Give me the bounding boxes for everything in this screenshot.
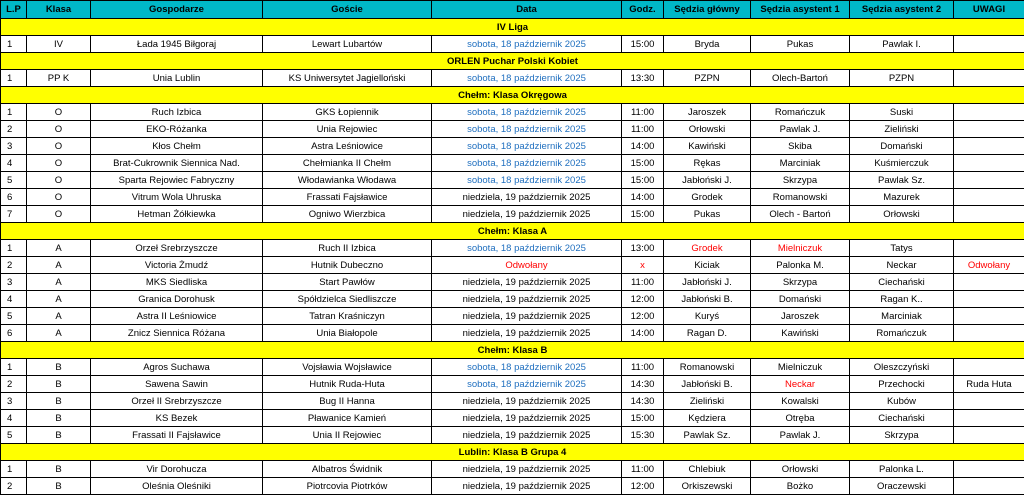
- cell-home-team: Sawena Sawin: [91, 376, 263, 393]
- cell-date: sobota, 18 październik 2025: [432, 359, 622, 376]
- cell-away-team: Frassati Fajsławice: [263, 189, 432, 206]
- cell-away-team: Hutnik Dubeczno: [263, 257, 432, 274]
- cell-time: 15:00: [622, 410, 664, 427]
- cell-lp: 2: [1, 121, 27, 138]
- table-row: [1, 308, 1024, 325]
- cell-time: 13:00: [622, 240, 664, 257]
- cell-date: niedziela, 19 październik 2025: [432, 478, 622, 495]
- cell-notes: [954, 121, 1024, 138]
- cell-notes: [954, 410, 1024, 427]
- cell-home-team: Granica Dorohusk: [91, 291, 263, 308]
- section-header-row: [1, 342, 1024, 359]
- cell-away-team: Lewart Lubartów: [263, 36, 432, 53]
- cell-main-referee: Orkiszewski: [664, 478, 751, 495]
- cell-lp: 4: [1, 155, 27, 172]
- cell-date: sobota, 18 październik 2025: [432, 104, 622, 121]
- cell-lp: 5: [1, 427, 27, 444]
- cell-notes: [954, 104, 1024, 121]
- cell-assistant-1: Kowalski: [751, 393, 850, 410]
- cell-klasa: O: [27, 172, 91, 189]
- cell-main-referee: Romanowski: [664, 359, 751, 376]
- cell-lp: 4: [1, 410, 27, 427]
- cell-assistant-2: Mazurek: [850, 189, 954, 206]
- cell-notes: [954, 206, 1024, 223]
- cell-klasa: PP K: [27, 70, 91, 87]
- cell-time: 12:00: [622, 478, 664, 495]
- cell-home-team: Orzeł II Srebrzyszcze: [91, 393, 263, 410]
- table-row: [1, 427, 1024, 444]
- cell-time: 15:00: [622, 36, 664, 53]
- cell-away-team: Spółdzielca Siedliszcze: [263, 291, 432, 308]
- table-row: [1, 189, 1024, 206]
- cell-date: sobota, 18 październik 2025: [432, 36, 622, 53]
- cell-assistant-1: Mielniczuk: [751, 240, 850, 257]
- cell-assistant-1: Skrzypa: [751, 274, 850, 291]
- cell-assistant-2: Palonka L.: [850, 461, 954, 478]
- cell-lp: 1: [1, 359, 27, 376]
- cell-home-team: KS Bezek: [91, 410, 263, 427]
- cell-notes: [954, 359, 1024, 376]
- cell-time: 14:30: [622, 376, 664, 393]
- cell-time: 14:30: [622, 393, 664, 410]
- cell-lp: 2: [1, 478, 27, 495]
- cell-date: sobota, 18 październik 2025: [432, 138, 622, 155]
- cell-main-referee: Jaroszek: [664, 104, 751, 121]
- cell-date: sobota, 18 październik 2025: [432, 121, 622, 138]
- cell-main-referee: Ragan D.: [664, 325, 751, 342]
- cell-main-referee: Jabłoński B.: [664, 376, 751, 393]
- table-row: [1, 376, 1024, 393]
- section-header-row: [1, 444, 1024, 461]
- cell-home-team: Astra II Leśniowice: [91, 308, 263, 325]
- cell-notes: [954, 427, 1024, 444]
- cell-away-team: GKS Łopiennik: [263, 104, 432, 121]
- cell-home-team: Vitrum Wola Uhruska: [91, 189, 263, 206]
- cell-time: 14:00: [622, 138, 664, 155]
- cell-klasa: A: [27, 274, 91, 291]
- cell-lp: 3: [1, 138, 27, 155]
- cell-time: 11:00: [622, 121, 664, 138]
- cell-home-team: Vir Dorohucza: [91, 461, 263, 478]
- cell-home-team: Kłos Chełm: [91, 138, 263, 155]
- section-header-row: [1, 87, 1024, 104]
- section-title: Lublin: Klasa B Grupa 4: [1, 444, 1024, 461]
- cell-date: sobota, 18 październik 2025: [432, 376, 622, 393]
- cell-lp: 2: [1, 257, 27, 274]
- cell-home-team: Orzeł Srebrzyszcze: [91, 240, 263, 257]
- cell-assistant-1: Romańczuk: [751, 104, 850, 121]
- cell-klasa: B: [27, 427, 91, 444]
- cell-notes: [954, 478, 1024, 495]
- cell-assistant-2: Orłowski: [850, 206, 954, 223]
- cell-klasa: O: [27, 121, 91, 138]
- cell-assistant-1: Skiba: [751, 138, 850, 155]
- table-row: [1, 240, 1024, 257]
- table-row: [1, 393, 1024, 410]
- cell-away-team: Unia Rejowiec: [263, 121, 432, 138]
- cell-assistant-2: Neckar: [850, 257, 954, 274]
- header-sedzia-asystent-2: Sędzia asystent 2: [850, 1, 954, 19]
- cell-assistant-2: Oleszczyński: [850, 359, 954, 376]
- cell-time: 13:30: [622, 70, 664, 87]
- cell-away-team: Bug II Hanna: [263, 393, 432, 410]
- cell-main-referee: Chlebiuk: [664, 461, 751, 478]
- table-row: [1, 257, 1024, 274]
- cell-date: sobota, 18 październik 2025: [432, 155, 622, 172]
- header-uwagi: UWAGI: [954, 1, 1024, 19]
- cell-home-team: Unia Lublin: [91, 70, 263, 87]
- cell-home-team: Oleśnia Oleśniki: [91, 478, 263, 495]
- cell-home-team: Hetman Żółkiewka: [91, 206, 263, 223]
- cell-time: 15:00: [622, 155, 664, 172]
- header-data: Data: [432, 1, 622, 19]
- cell-klasa: A: [27, 308, 91, 325]
- table-row: [1, 410, 1024, 427]
- cell-home-team: EKO-Różanka: [91, 121, 263, 138]
- cell-assistant-1: Romanowski: [751, 189, 850, 206]
- cell-klasa: IV: [27, 36, 91, 53]
- cell-away-team: Albatros Świdnik: [263, 461, 432, 478]
- cell-time: 11:00: [622, 461, 664, 478]
- cell-away-team: Unia II Rejowiec: [263, 427, 432, 444]
- cell-date: niedziela, 19 październik 2025: [432, 206, 622, 223]
- section-title: Chełm: Klasa B: [1, 342, 1024, 359]
- cell-time: 11:00: [622, 104, 664, 121]
- cell-notes: [954, 172, 1024, 189]
- table-row: [1, 138, 1024, 155]
- cell-away-team: Unia Białopole: [263, 325, 432, 342]
- cell-date: sobota, 18 październik 2025: [432, 70, 622, 87]
- header-godz: Godz.: [622, 1, 664, 19]
- cell-home-team: Sparta Rejowiec Fabryczny: [91, 172, 263, 189]
- table-row: [1, 274, 1024, 291]
- header-lp: L.P: [1, 1, 27, 19]
- cell-lp: 7: [1, 206, 27, 223]
- section-title: ORLEN Puchar Polski Kobiet: [1, 53, 1024, 70]
- cell-notes: [954, 291, 1024, 308]
- cell-time: 15:30: [622, 427, 664, 444]
- cell-home-team: Victoria Żmudź: [91, 257, 263, 274]
- cell-assistant-1: Skrzypa: [751, 172, 850, 189]
- section-title: Chełm: Klasa Okręgowa: [1, 87, 1024, 104]
- table-row: [1, 155, 1024, 172]
- cell-time: 11:00: [622, 274, 664, 291]
- cell-assistant-1: Bożko: [751, 478, 850, 495]
- cell-date: niedziela, 19 październik 2025: [432, 325, 622, 342]
- cell-assistant-2: Zieliński: [850, 121, 954, 138]
- cell-assistant-1: Mielniczuk: [751, 359, 850, 376]
- cell-main-referee: Orłowski: [664, 121, 751, 138]
- cell-assistant-2: Kubów: [850, 393, 954, 410]
- cell-main-referee: Pukas: [664, 206, 751, 223]
- cell-notes: [954, 138, 1024, 155]
- cell-assistant-1: Olech-Bartoń: [751, 70, 850, 87]
- cell-assistant-2: Pawlak Sz.: [850, 172, 954, 189]
- cell-time: 11:00: [622, 359, 664, 376]
- cell-klasa: A: [27, 291, 91, 308]
- cell-notes: [954, 70, 1024, 87]
- header-sedzia-asystent-1: Sędzia asystent 1: [751, 1, 850, 19]
- cell-klasa: B: [27, 376, 91, 393]
- cell-date: Odwołany: [432, 257, 622, 274]
- cell-away-team: Vojsławia Wojsławice: [263, 359, 432, 376]
- cell-assistant-1: Orłowski: [751, 461, 850, 478]
- cell-away-team: Pławanice Kamień: [263, 410, 432, 427]
- cell-main-referee: Kiciak: [664, 257, 751, 274]
- cell-date: niedziela, 19 październik 2025: [432, 274, 622, 291]
- cell-time: 14:00: [622, 325, 664, 342]
- cell-home-team: Agros Suchawa: [91, 359, 263, 376]
- cell-home-team: Brat-Cukrownik Siennica Nad.: [91, 155, 263, 172]
- cell-date: niedziela, 19 październik 2025: [432, 189, 622, 206]
- cell-lp: 6: [1, 325, 27, 342]
- cell-main-referee: Jabłoński J.: [664, 274, 751, 291]
- cell-klasa: A: [27, 325, 91, 342]
- cell-klasa: A: [27, 240, 91, 257]
- cell-away-team: Hutnik Ruda-Huta: [263, 376, 432, 393]
- cell-assistant-2: Skrzypa: [850, 427, 954, 444]
- header-row: [1, 1, 1024, 19]
- cell-notes: Ruda Huta: [954, 376, 1024, 393]
- cell-lp: 2: [1, 376, 27, 393]
- cell-assistant-2: Tatys: [850, 240, 954, 257]
- cell-assistant-2: Domański: [850, 138, 954, 155]
- cell-time: 12:00: [622, 308, 664, 325]
- table-row: [1, 359, 1024, 376]
- cell-main-referee: Bryda: [664, 36, 751, 53]
- cell-klasa: B: [27, 461, 91, 478]
- cell-date: niedziela, 19 październik 2025: [432, 393, 622, 410]
- cell-lp: 3: [1, 393, 27, 410]
- cell-main-referee: Rękas: [664, 155, 751, 172]
- cell-date: sobota, 18 październik 2025: [432, 240, 622, 257]
- cell-assistant-1: Marciniak: [751, 155, 850, 172]
- cell-main-referee: Zieliński: [664, 393, 751, 410]
- cell-klasa: B: [27, 359, 91, 376]
- cell-main-referee: Grodek: [664, 240, 751, 257]
- cell-assistant-1: Neckar: [751, 376, 850, 393]
- cell-main-referee: Kędziera: [664, 410, 751, 427]
- cell-main-referee: Kawiński: [664, 138, 751, 155]
- header-klasa: Klasa: [27, 1, 91, 19]
- cell-klasa: B: [27, 478, 91, 495]
- cell-home-team: Ruch Izbica: [91, 104, 263, 121]
- table-row: [1, 478, 1024, 495]
- cell-assistant-2: Ciechański: [850, 410, 954, 427]
- cell-lp: 1: [1, 104, 27, 121]
- cell-notes: [954, 155, 1024, 172]
- cell-away-team: Tatran Kraśniczyn: [263, 308, 432, 325]
- cell-home-team: Znicz Siennica Różana: [91, 325, 263, 342]
- cell-away-team: Chełmianka II Chełm: [263, 155, 432, 172]
- cell-assistant-1: Pawlak J.: [751, 121, 850, 138]
- cell-notes: [954, 325, 1024, 342]
- cell-date: niedziela, 19 październik 2025: [432, 427, 622, 444]
- table-row: [1, 70, 1024, 87]
- table-row: [1, 121, 1024, 138]
- cell-klasa: O: [27, 138, 91, 155]
- cell-lp: 3: [1, 274, 27, 291]
- cell-assistant-2: Ciechański: [850, 274, 954, 291]
- cell-time: 15:00: [622, 172, 664, 189]
- cell-away-team: Astra Leśniowice: [263, 138, 432, 155]
- cell-lp: 5: [1, 172, 27, 189]
- cell-notes: [954, 461, 1024, 478]
- cell-assistant-2: Kuśmierczuk: [850, 155, 954, 172]
- cell-notes: Odwołany: [954, 257, 1024, 274]
- cell-lp: 1: [1, 240, 27, 257]
- cell-date: sobota, 18 październik 2025: [432, 172, 622, 189]
- cell-away-team: Ogniwo Wierzbica: [263, 206, 432, 223]
- cell-lp: 1: [1, 36, 27, 53]
- cell-assistant-2: PZPN: [850, 70, 954, 87]
- cell-main-referee: Pawlak Sz.: [664, 427, 751, 444]
- cell-date: niedziela, 19 październik 2025: [432, 308, 622, 325]
- cell-lp: 1: [1, 461, 27, 478]
- cell-main-referee: PZPN: [664, 70, 751, 87]
- table-row: [1, 291, 1024, 308]
- cell-klasa: O: [27, 206, 91, 223]
- cell-assistant-1: Palonka M.: [751, 257, 850, 274]
- cell-notes: [954, 308, 1024, 325]
- header-goscie: Goście: [263, 1, 432, 19]
- cell-notes: [954, 36, 1024, 53]
- cell-assistant-2: Marciniak: [850, 308, 954, 325]
- cell-klasa: A: [27, 257, 91, 274]
- cell-notes: [954, 189, 1024, 206]
- cell-assistant-1: Domański: [751, 291, 850, 308]
- cell-time: 14:00: [622, 189, 664, 206]
- cell-time: 15:00: [622, 206, 664, 223]
- cell-assistant-1: Olech - Bartoń: [751, 206, 850, 223]
- cell-assistant-2: Suski: [850, 104, 954, 121]
- cell-away-team: Start Pawłów: [263, 274, 432, 291]
- cell-assistant-1: Pawlak J.: [751, 427, 850, 444]
- cell-date: niedziela, 19 październik 2025: [432, 461, 622, 478]
- cell-notes: [954, 393, 1024, 410]
- cell-assistant-1: Jaroszek: [751, 308, 850, 325]
- cell-time: 12:00: [622, 291, 664, 308]
- cell-away-team: Włodawianka Włodawa: [263, 172, 432, 189]
- cell-home-team: Łada 1945 Biłgoraj: [91, 36, 263, 53]
- header-sedzia-glowny: Sędzia główny: [664, 1, 751, 19]
- cell-date: niedziela, 19 październik 2025: [432, 410, 622, 427]
- section-header-row: [1, 223, 1024, 240]
- cell-home-team: Frassati II Fajsławice: [91, 427, 263, 444]
- cell-away-team: KS Uniwersytet Jagielloński: [263, 70, 432, 87]
- table-row: [1, 172, 1024, 189]
- cell-klasa: B: [27, 410, 91, 427]
- cell-home-team: MKS Siedliska: [91, 274, 263, 291]
- cell-main-referee: Grodek: [664, 189, 751, 206]
- cell-klasa: O: [27, 104, 91, 121]
- cell-assistant-1: Otręba: [751, 410, 850, 427]
- cell-klasa: O: [27, 155, 91, 172]
- cell-assistant-2: Romańczuk: [850, 325, 954, 342]
- section-title: IV Liga: [1, 19, 1024, 36]
- cell-lp: 6: [1, 189, 27, 206]
- section-header-row: [1, 53, 1024, 70]
- header-gospodarze: Gospodarze: [91, 1, 263, 19]
- cell-assistant-2: Przechocki: [850, 376, 954, 393]
- table-row: [1, 325, 1024, 342]
- cell-klasa: B: [27, 393, 91, 410]
- cell-main-referee: Kuryś: [664, 308, 751, 325]
- cell-assistant-1: Pukas: [751, 36, 850, 53]
- table-row: [1, 206, 1024, 223]
- cell-assistant-1: Kawiński: [751, 325, 850, 342]
- cell-lp: 5: [1, 308, 27, 325]
- cell-main-referee: Jabłoński J.: [664, 172, 751, 189]
- cell-main-referee: Jabłoński B.: [664, 291, 751, 308]
- cell-away-team: Ruch II Izbica: [263, 240, 432, 257]
- cell-assistant-2: Oraczewski: [850, 478, 954, 495]
- cell-notes: [954, 240, 1024, 257]
- cell-date: niedziela, 19 październik 2025: [432, 291, 622, 308]
- cell-time: x: [622, 257, 664, 274]
- cell-lp: 1: [1, 70, 27, 87]
- table-body: [1, 19, 1024, 495]
- table-row: [1, 36, 1024, 53]
- cell-klasa: O: [27, 189, 91, 206]
- table-row: [1, 104, 1024, 121]
- cell-lp: 4: [1, 291, 27, 308]
- cell-assistant-2: Ragan K..: [850, 291, 954, 308]
- section-header-row: [1, 19, 1024, 36]
- cell-assistant-2: Pawlak I.: [850, 36, 954, 53]
- cell-notes: [954, 274, 1024, 291]
- section-title: Chełm: Klasa A: [1, 223, 1024, 240]
- table-row: [1, 461, 1024, 478]
- cell-away-team: Piotrcovia Piotrków: [263, 478, 432, 495]
